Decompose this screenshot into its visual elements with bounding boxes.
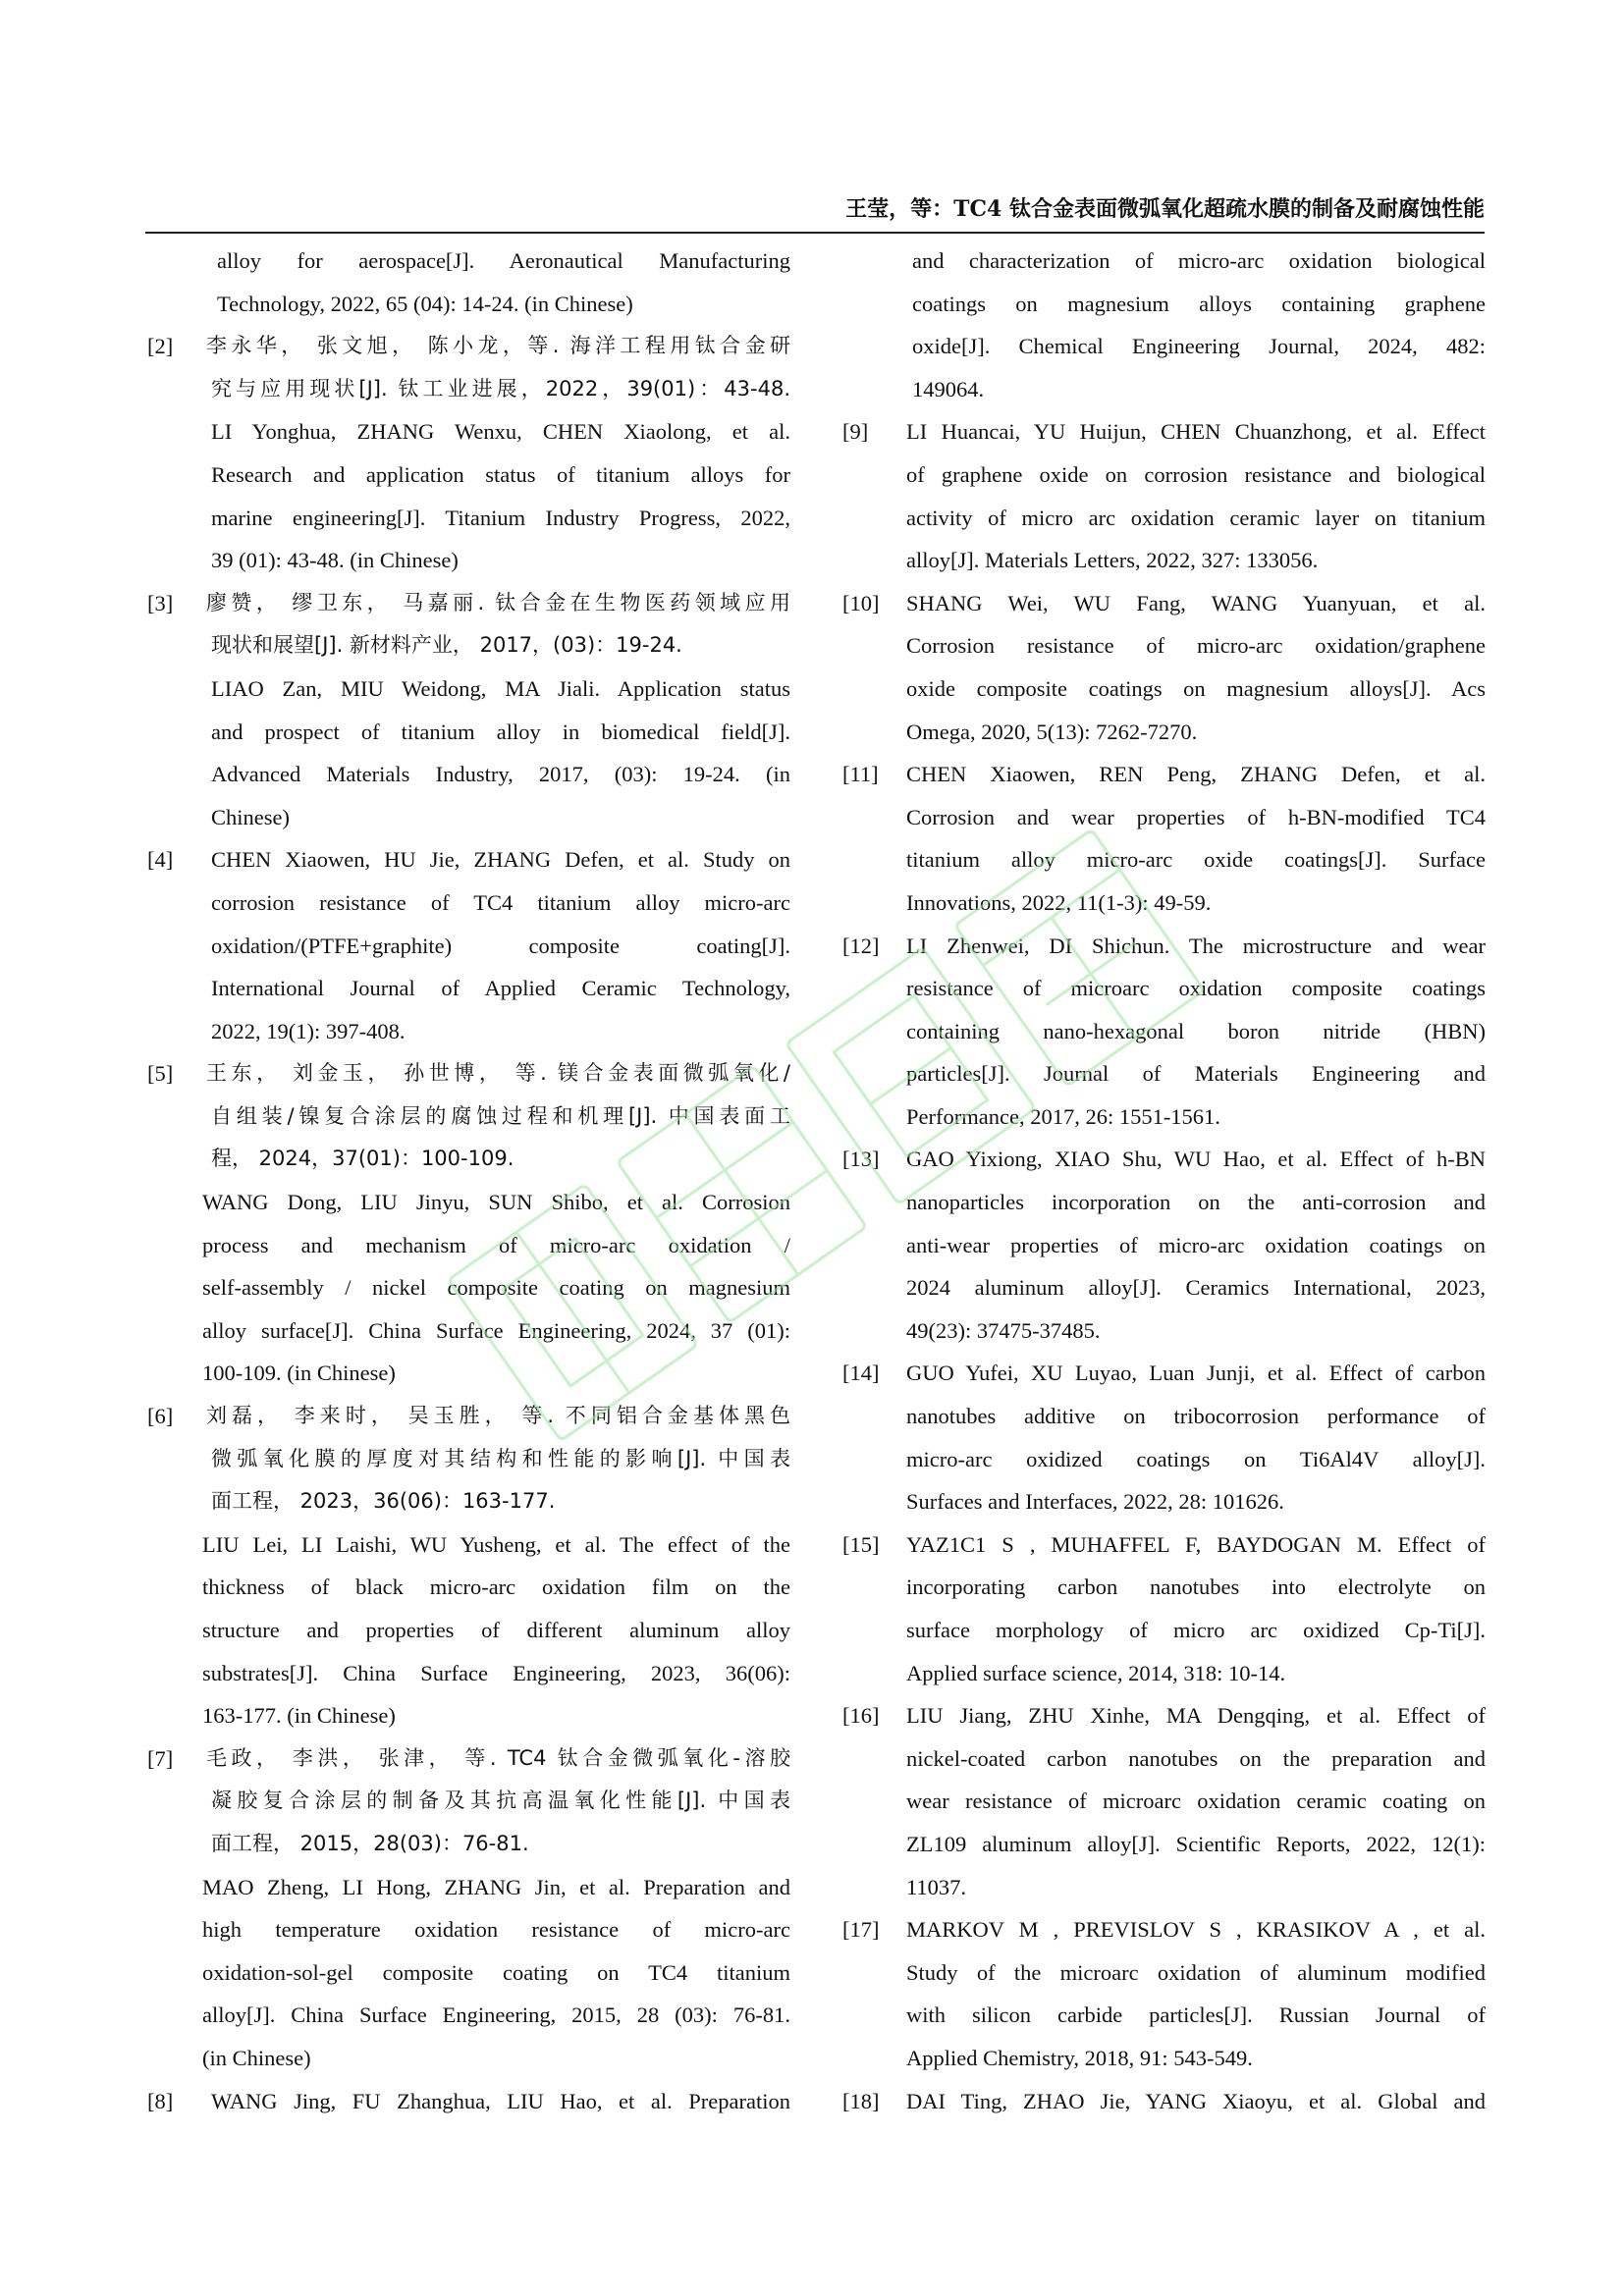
reference-line: incorporating carbon nanotubes into electrolyte on	[906, 1575, 1486, 1600]
reference-line: LI Yonghua, ZHANG Wenxu, CHEN Xiaolong, et al.	[211, 419, 790, 445]
reference-line: 李永华， 张文旭， 陈小龙，等. 海洋工程用钛合金研	[206, 334, 790, 358]
reference-line: Research and application status of titanium alloys for	[211, 461, 790, 487]
reference-number: [3]	[147, 590, 174, 615]
reference-line: WANG Dong, LIU Jinyu, SUN Shibo, et al. Corrosion	[202, 1190, 790, 1215]
reference-number: [10]	[842, 590, 880, 615]
reference-line: International Journal of Applied Ceramic Technology,	[211, 976, 790, 1001]
reference-number: [18]	[842, 2088, 880, 2113]
reference-line: (in Chinese)	[202, 2045, 311, 2070]
reference-18	[842, 2080, 1486, 2123]
reference-line: substrates[J]. China Surface Engineering, 2023, 36(06):	[202, 1660, 790, 1685]
reference-number: [2]	[147, 334, 174, 359]
reference-14	[842, 1352, 1486, 1522]
reference-line: oxide[J]. Chemical Engineering Journal, 2024, 482:	[912, 334, 1486, 359]
reference-15	[842, 1523, 1486, 1694]
reference-2	[147, 325, 790, 582]
reference-line: anti-wear properties of micro-arc oxidation coatings on	[906, 1232, 1486, 1257]
reference-line: coatings on magnesium alloys containing graphene	[912, 291, 1486, 316]
reference-line: 面工程， 2023，36(06)：163-177.	[211, 1489, 556, 1514]
reference-line: oxidation-sol-gel composite coating on TC4 titanium	[202, 1959, 790, 1985]
reference-line: with silicon carbide particles[J]. Russian Journal of	[906, 2002, 1486, 2028]
reference-line: marine engineering[J]. Titanium Industry Progress, 2022,	[211, 505, 790, 530]
reference-line: YAZ1C1 S , MUHAFFEL F, BAYDOGAN M. Effect of	[906, 1531, 1486, 1557]
reference-line: MAO Zheng, LI Hong, ZHANG Jin, et al. Preparation and	[202, 1874, 790, 1899]
reference-9	[842, 410, 1486, 581]
reference-number: [14]	[842, 1361, 880, 1386]
reference-line: 49(23): 37475-37485.	[906, 1317, 1101, 1343]
reference-number: [16]	[842, 1703, 880, 1729]
reference-line: LI Huancai, YU Huijun, CHEN Chuanzhong, et al. Effect	[906, 419, 1486, 445]
reference-line: Corrosion and wear properties of h-BN-modified TC4	[906, 804, 1486, 829]
reference-line: and characterization of micro-arc oxidation biological	[912, 248, 1486, 273]
reference-17	[842, 1908, 1486, 2079]
reference-5	[147, 1052, 790, 1395]
reference-line: 2024 aluminum alloy[J]. Ceramics International, 2023,	[906, 1275, 1486, 1301]
reference-line: Applied Chemistry, 2018, 91: 543-549.	[906, 2045, 1253, 2070]
reference-10	[842, 582, 1486, 753]
reference-16	[842, 1694, 1486, 1908]
reference-number: [17]	[842, 1917, 880, 1943]
reference-line: Innovations, 2022, 11(1-3): 49-59.	[906, 889, 1212, 915]
reference-line: micro-arc oxidized coatings on Ti6Al4V alloy[J].	[906, 1446, 1486, 1471]
reference-continuation	[147, 240, 790, 325]
reference-line: alloy[J]. Materials Letters, 2022, 327: 133056.	[906, 548, 1319, 573]
reference-line: LIU Jiang, ZHU Xinhe, MA Dengqing, et al. Effect of	[906, 1703, 1486, 1729]
reference-number: [7]	[147, 1745, 174, 1771]
reference-line: 自组装/镍复合涂层的腐蚀过程和机理[J]. 中国表面工	[211, 1103, 790, 1128]
reference-11	[842, 753, 1486, 924]
reference-line: 微弧氧化膜的厚度对其结构和性能的影响[J]. 中国表	[211, 1446, 790, 1470]
reference-line: GUO Yufei, XU Luyao, Luan Junji, et al. Effect of carbon	[906, 1361, 1486, 1386]
reference-line: activity of micro arc oxidation ceramic layer on titanium	[906, 505, 1486, 530]
reference-line: Chinese)	[211, 804, 290, 829]
reference-12	[842, 925, 1486, 1139]
reference-line: CHEN Xiaowen, REN Peng, ZHANG Defen, et al.	[906, 762, 1486, 787]
reference-number: [9]	[842, 419, 869, 445]
reference-line: nanotubes additive on tribocorrosion performance of	[906, 1404, 1486, 1429]
reference-line: 2022, 19(1): 397-408.	[211, 1018, 406, 1043]
reference-line: GAO Yixiong, XIAO Shu, WU Hao, et al. Effect of h-BN	[906, 1147, 1486, 1172]
reference-line: WANG Jing, FU Zhanghua, LIU Hao, et al. Preparation	[211, 2088, 790, 2113]
reference-line: oxidation/(PTFE+graphite) composite coating[J].	[211, 933, 790, 958]
reference-line: LI Zhenwei, DI Shichun. The microstructure and wear	[906, 933, 1486, 958]
reference-line: nickel-coated carbon nanotubes on the preparation and	[906, 1745, 1486, 1771]
reference-line: Surfaces and Interfaces, 2022, 28: 101626.	[906, 1489, 1284, 1515]
reference-line: 163-177. (in Chinese)	[202, 1703, 396, 1729]
right-column	[842, 240, 1486, 2122]
reference-line: Study of the microarc oxidation of aluminum modified	[906, 1959, 1486, 1985]
reference-line: nanoparticles incorporation on the anti-corrosion and	[906, 1190, 1486, 1215]
reference-line: of graphene oxide on corrosion resistance and biological	[906, 461, 1486, 487]
reference-13	[842, 1138, 1486, 1352]
reference-line: Omega, 2020, 5(13): 7262-7270.	[906, 719, 1198, 744]
reference-line: Advanced Materials Industry, 2017, (03): 19-24. (in	[211, 762, 790, 787]
reference-8	[147, 2080, 790, 2123]
reference-line: Performance, 2017, 26: 1551-1561.	[906, 1103, 1220, 1129]
reference-line: surface morphology of micro arc oxidized Cp-Ti[J].	[906, 1618, 1486, 1642]
reference-3	[147, 582, 790, 839]
reference-line: 毛政， 李洪， 张津， 等. TC4 钛合金微弧氧化-溶胶	[206, 1745, 790, 1770]
reference-line: 现状和展望[J]. 新材料产业， 2017，(03)：19-24.	[211, 633, 682, 658]
reference-line: DAI Ting, ZHAO Jie, YANG Xiaoyu, et al. Global and	[906, 2088, 1486, 2113]
reference-line: Applied surface science, 2014, 318: 10-14.	[906, 1660, 1286, 1685]
reference-line: ZL109 aluminum alloy[J]. Scientific Reports, 2022, 12(1):	[906, 1831, 1486, 1856]
reference-line: oxide composite coatings on magnesium alloys[J]. Acs	[906, 675, 1486, 701]
reference-line: and prospect of titanium alloy in biomedical field[J].	[211, 719, 790, 744]
reference-line: MARKOV M , PREVISLOV S , KRASIKOV A , et al.	[906, 1917, 1486, 1943]
reference-line: CHEN Xiaowen, HU Jie, ZHANG Defen, et al. Study on	[211, 847, 790, 873]
reference-line: LIAO Zan, MIU Weidong, MA Jiali. Application status	[211, 675, 790, 701]
reference-line: 39 (01): 43-48. (in Chinese)	[211, 548, 459, 573]
reference-line: particles[J]. Journal of Materials Engineering and	[906, 1061, 1486, 1087]
left-column	[147, 240, 790, 2122]
reference-number: [12]	[842, 933, 880, 958]
reference-line: corrosion resistance of TC4 titanium alloy micro-arc	[211, 889, 790, 915]
reference-line: 廖赞， 缪卫东， 马嘉丽. 钛合金在生物医药领域应用	[206, 590, 790, 614]
reference-line: 究与应用现状[J]. 钛工业进展，2022，39(01)：43-48.	[211, 376, 790, 400]
reference-line: LIU Lei, LI Laishi, WU Yusheng, et al. The effect of the	[202, 1531, 790, 1557]
reference-line: 面工程， 2015，28(03)：76-81.	[211, 1831, 529, 1855]
reference-number: [11]	[842, 762, 879, 787]
header-rule	[145, 232, 1485, 234]
reference-number: [4]	[147, 847, 174, 873]
reference-line: Corrosion resistance of micro-arc oxidation/graphene	[906, 633, 1486, 659]
reference-line: alloy surface[J]. China Surface Engineering, 2024, 37 (01):	[202, 1317, 790, 1343]
reference-number: [6]	[147, 1404, 174, 1429]
reference-line: 11037.	[906, 1874, 967, 1899]
reference-line: 刘磊， 李来时， 吴玉胜， 等. 不同铝合金基体黑色	[206, 1404, 790, 1428]
reference-6	[147, 1395, 790, 1737]
reference-line: Technology, 2022, 65 (04): 14-24. (in Chinese)	[217, 291, 633, 316]
reference-line: self-assembly / nickel composite coating on magnesium	[202, 1275, 790, 1301]
reference-line: thickness of black micro-arc oxidation film on the	[202, 1575, 790, 1600]
reference-number: [13]	[842, 1147, 880, 1172]
reference-line: 程， 2024，37(01)：100-109.	[211, 1147, 514, 1171]
reference-line: alloy for aerospace[J]. Aeronautical Manufacturing	[217, 248, 790, 273]
reference-7	[147, 1737, 790, 2080]
reference-continuation	[842, 240, 1486, 410]
reference-line: 149064.	[912, 376, 985, 401]
reference-number: [15]	[842, 1531, 880, 1557]
reference-line: titanium alloy micro-arc oxide coatings[J]. Surface	[906, 847, 1486, 873]
reference-line: alloy[J]. China Surface Engineering, 2015, 28 (03): 76-81.	[202, 2002, 790, 2028]
reference-line: structure and properties of different aluminum alloy	[202, 1618, 790, 1642]
reference-line: SHANG Wei, WU Fang, WANG Yuanyuan, et al.	[906, 590, 1486, 615]
reference-4	[147, 838, 790, 1052]
reference-line: containing nano-hexagonal boron nitride (HBN)	[906, 1018, 1486, 1043]
reference-line: high temperature oxidation resistance of micro-arc	[202, 1917, 790, 1943]
reference-line: resistance of microarc oxidation composite coatings	[906, 976, 1486, 1001]
reference-line: wear resistance of microarc oxidation ceramic coating on	[906, 1789, 1486, 1814]
reference-line: 100-109. (in Chinese)	[202, 1361, 396, 1386]
reference-number: [8]	[147, 2088, 174, 2113]
running-header: 王莹，等：TC4 钛合金表面微弧氧化超疏水膜的制备及耐腐蚀性能	[845, 196, 1485, 222]
reference-number: [5]	[147, 1061, 174, 1087]
reference-line: 凝胶复合涂层的制备及其抗高温氧化性能[J]. 中国表	[211, 1789, 790, 1813]
reference-line: process and mechanism of micro-arc oxidation /	[202, 1232, 790, 1257]
reference-line: 王东， 刘金玉， 孙世博， 等. 镁合金表面微弧氧化/	[206, 1061, 790, 1086]
